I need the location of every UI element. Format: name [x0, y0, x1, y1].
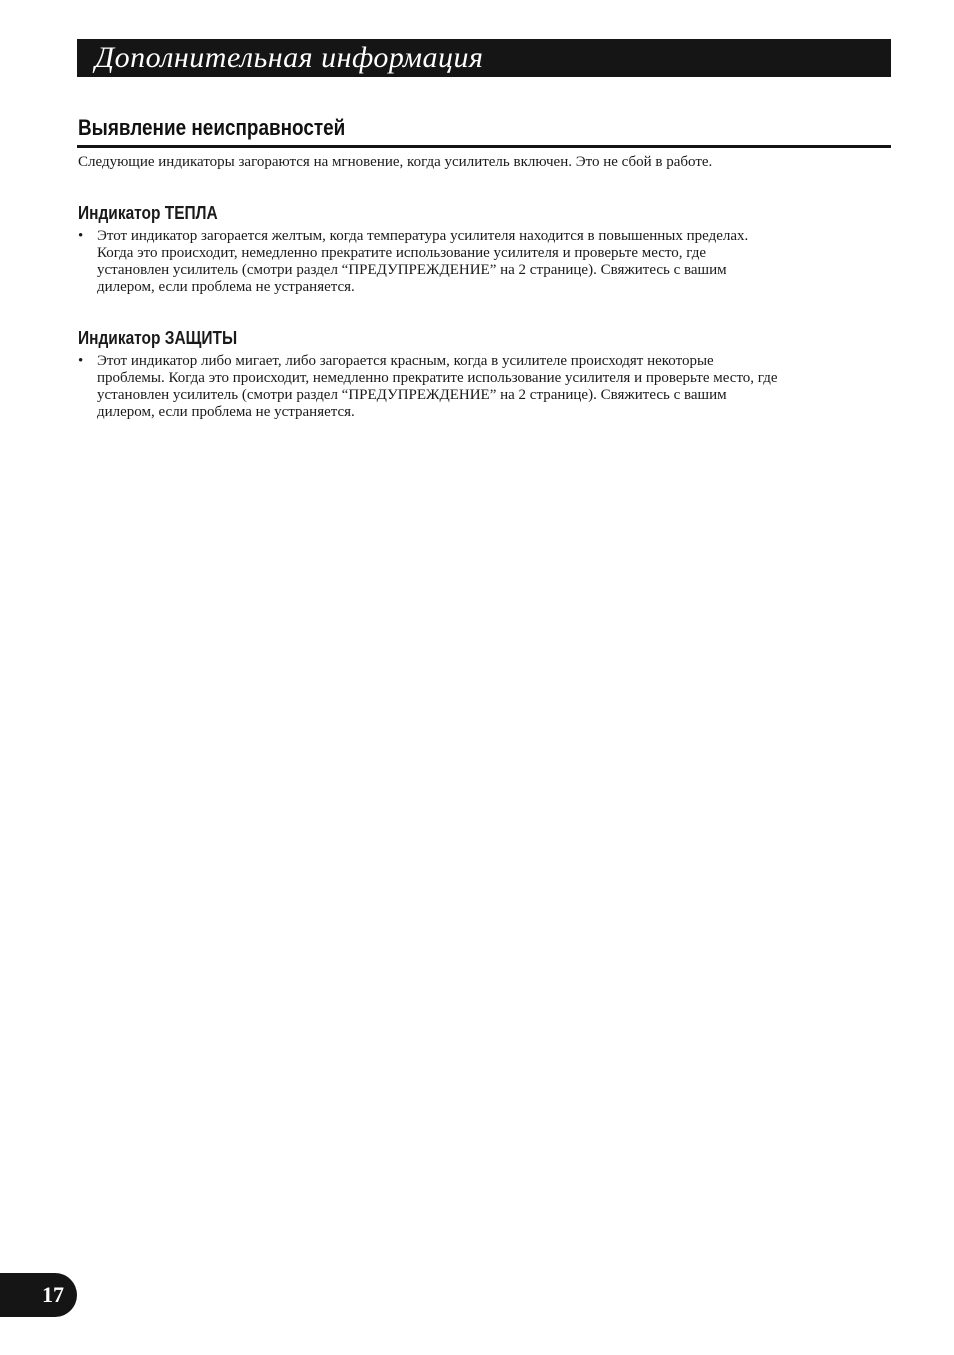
- bullet-mark: •: [78, 228, 84, 244]
- chapter-title: Дополнительная информация: [95, 41, 484, 74]
- text-line: Когда это происходит, немедленно прекратите использование усилителя и проверьте место, где: [97, 245, 707, 261]
- page-number-tab: [0, 1273, 77, 1317]
- page-number: 17: [42, 1282, 64, 1307]
- heat-indicator-text: [97, 228, 897, 296]
- heat-indicator-heading: Индикатор ТЕПЛА: [78, 203, 218, 223]
- text-line: Этот индикатор загорается желтым, когда температура усилителя находится в повышенных пределах.: [97, 228, 749, 244]
- text-line: дилером, если проблема не устраняется.: [97, 279, 355, 295]
- chapter-header-bar: [77, 39, 891, 77]
- section-divider: [77, 145, 891, 148]
- text-line: Этот индикатор либо мигает, либо загорается красным, когда в усилителе происходят некоторые: [97, 353, 714, 369]
- text-line: дилером, если проблема не устраняется.: [97, 404, 355, 420]
- section-title: Выявление неисправностей: [78, 115, 346, 140]
- protection-indicator-text: [97, 353, 897, 421]
- bullet-mark: •: [78, 353, 84, 369]
- text-line: установлен усилитель (смотри раздел “ПРЕДУПРЕЖДЕНИЕ” на 2 странице). Свяжитесь с вашим: [97, 262, 727, 278]
- text-line: проблемы. Когда это происходит, немедленно прекратите использование усилителя и проверьте место, где: [97, 370, 778, 386]
- text-line: установлен усилитель (смотри раздел “ПРЕДУПРЕЖДЕНИЕ” на 2 странице). Свяжитесь с вашим: [97, 387, 727, 403]
- intro-paragraph: Следующие индикаторы загораются на мгновение, когда усилитель включен. Это не сбой в работе.: [78, 154, 713, 170]
- protection-indicator-heading: Индикатор ЗАЩИТЫ: [78, 328, 238, 348]
